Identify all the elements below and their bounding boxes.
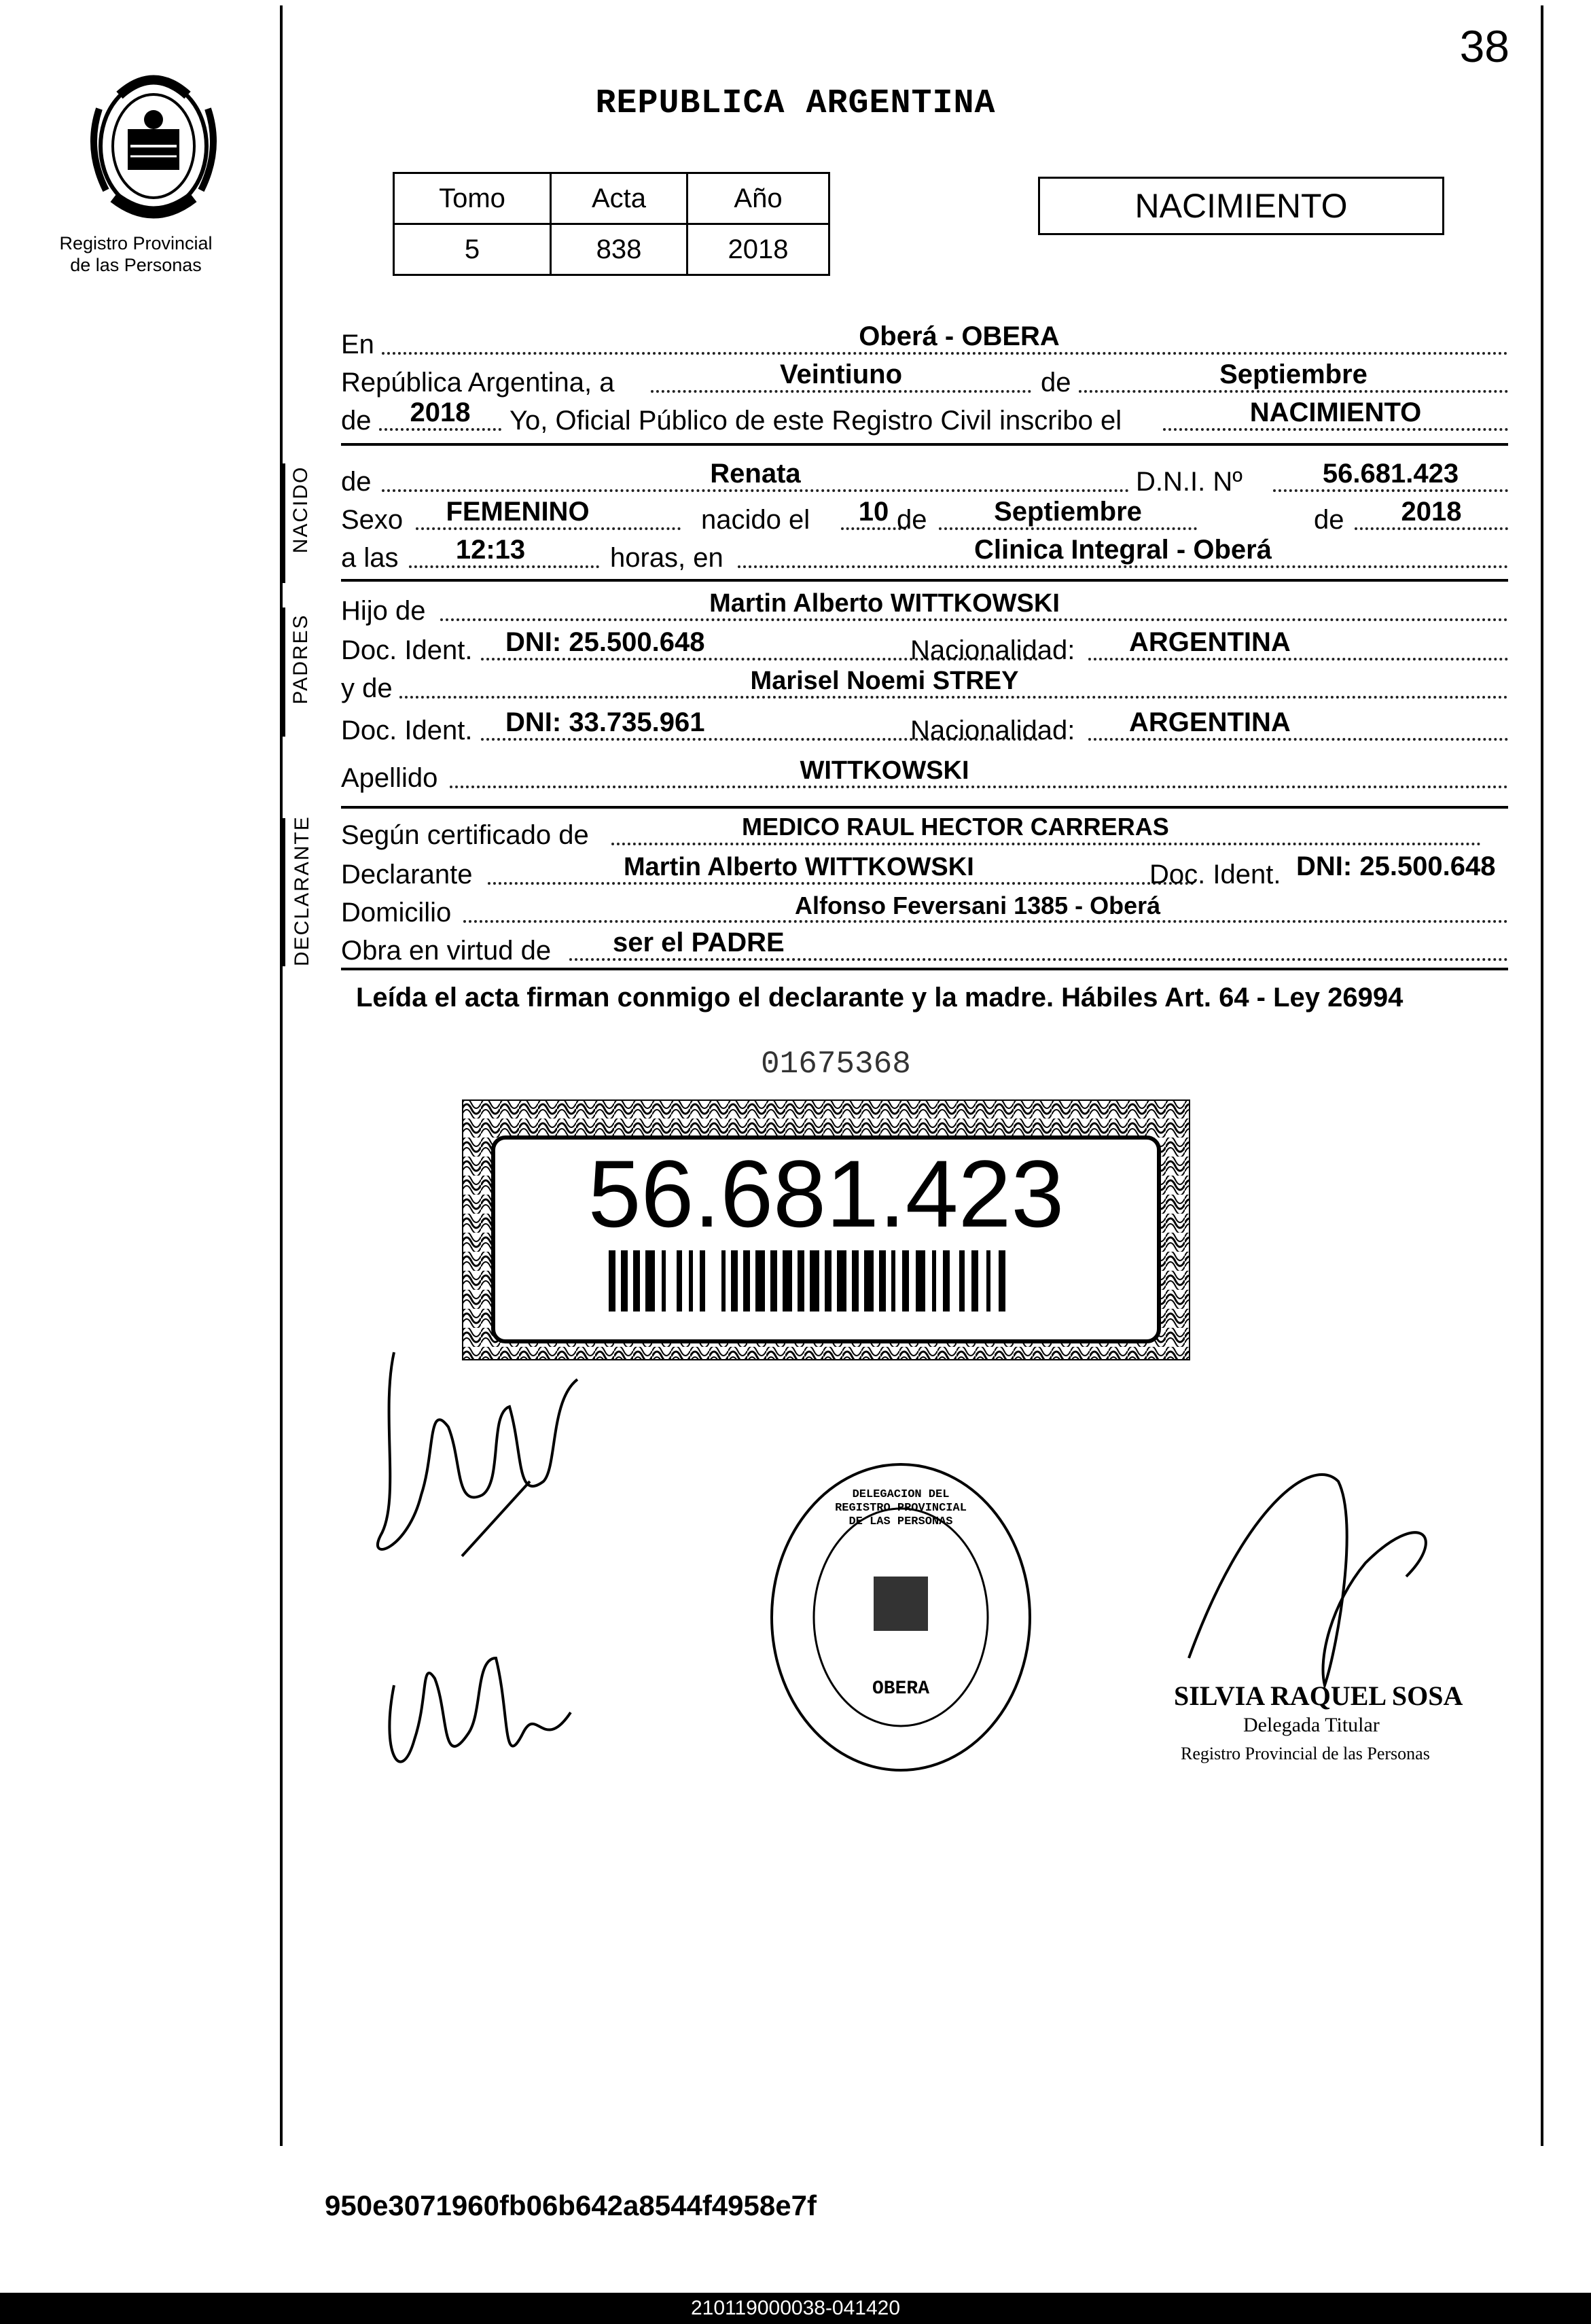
label-obra: Obra en virtud de: [341, 936, 552, 966]
row-hora: [341, 535, 1508, 575]
row-republica: [341, 360, 1508, 400]
label-doc-declarante: Doc. Ident.: [1149, 860, 1281, 890]
registry-table: [393, 172, 830, 276]
value-declarante: Martin Alberto WITTKOWSKI: [624, 853, 974, 881]
declarante-section-label: DECLARANTE: [291, 815, 313, 966]
official-signature: [1162, 1427, 1515, 1712]
value-nombre: Renata: [710, 459, 801, 489]
label-horas-en: horas, en: [610, 543, 723, 573]
official-stamp: [765, 1461, 1037, 1774]
separator-3: [341, 806, 1508, 809]
row-apellido: [341, 756, 1508, 795]
stamp-city: OBERA: [872, 1678, 929, 1700]
anio-header: Año: [687, 173, 829, 224]
value-anio-nac: 2018: [1401, 497, 1462, 527]
row-nombre: [341, 459, 1508, 499]
label-de-2: de: [341, 406, 372, 436]
left-margin-line: [280, 5, 283, 2146]
value-obra: ser el PADRE: [613, 928, 785, 957]
value-dia: Veintiuno: [780, 359, 902, 389]
label-certificado: Según certificado de: [341, 820, 589, 850]
official-signature-block: [1162, 1427, 1515, 1794]
label-a-las: a las: [341, 543, 399, 573]
value-madre: Marisel Noemi STREY: [750, 667, 1019, 695]
anio-value: 2018: [687, 224, 829, 275]
row-sexo: [341, 497, 1508, 537]
label-dni: D.N.I. Nº: [1136, 467, 1243, 497]
nacido-section-label: NACIDO: [289, 465, 312, 554]
nacido-bar: [283, 463, 285, 583]
org-line-1: Registro Provincial: [59, 233, 213, 253]
value-doc-declarante: DNI: 25.500.648: [1296, 851, 1496, 881]
value-padre-doc: DNI: 25.500.648: [505, 627, 705, 657]
tomo-value: 5: [394, 224, 551, 275]
label-hijo-de: Hijo de: [341, 596, 426, 626]
page-number: 38: [1459, 21, 1509, 71]
value-padre-nac: ARGENTINA: [1129, 627, 1291, 657]
value-tipo: NACIMIENTO: [1249, 398, 1422, 427]
row-certificado: [341, 813, 1508, 852]
label-y-de: y de: [341, 673, 393, 703]
label-doc-madre: Doc. Ident.: [341, 716, 473, 745]
value-madre-doc: DNI: 33.735.961: [505, 707, 705, 737]
value-lugar-nac: Clinica Integral - Oberá: [974, 535, 1272, 565]
official-role: Delegada Titular: [1243, 1714, 1380, 1736]
label-declarante: Declarante: [341, 860, 473, 890]
row-padre: [341, 588, 1508, 628]
row-declarante: [341, 852, 1508, 892]
label-de: de: [1041, 368, 1071, 398]
act-type-box: NACIMIENTO: [1038, 177, 1444, 235]
padres-bar: [283, 608, 285, 737]
acta-value: 838: [551, 224, 687, 275]
label-republica: República Argentina, a: [341, 368, 615, 398]
row-madre: [341, 666, 1508, 705]
value-madre-nac: ARGENTINA: [1129, 707, 1291, 737]
registry-header-row: [394, 173, 829, 224]
value-mes: Septiembre: [1219, 359, 1367, 389]
label-apellido: Apellido: [341, 763, 438, 793]
label-sexo: Sexo: [341, 505, 404, 535]
value-mes-nac: Septiembre: [994, 497, 1142, 527]
closing-statement: Leída el acta firman conmigo el declarante y la madre. Hábiles Art. 64 - Ley 26994: [356, 983, 1404, 1013]
separator-1: [341, 443, 1508, 446]
label-de-anio: de: [1314, 505, 1344, 535]
signature-declarante: [353, 1332, 639, 1577]
value-domicilio: Alfonso Feversani 1385 - Oberá: [795, 892, 1161, 919]
separator-2: [341, 579, 1508, 582]
value-certificado: MEDICO RAUL HECTOR CARRERAS: [742, 813, 1169, 841]
label-doc-padre: Doc. Ident.: [341, 635, 473, 665]
registry-value-row: [394, 224, 829, 275]
label-oficial: Yo, Oficial Público de este Registro Civil inscribo el: [510, 406, 1122, 436]
separator-4: [341, 968, 1508, 970]
value-anio: 2018: [410, 398, 471, 427]
signature-madre: [367, 1617, 598, 1794]
document-title: REPUBLICA ARGENTINA: [595, 84, 996, 123]
label-en: En: [341, 330, 374, 359]
stamp-ring-text: DELEGACION DEL REGISTRO PROVINCIAL DE LAS PERSONAS: [835, 1488, 967, 1528]
row-obra: [341, 928, 1508, 968]
label-nac-padre: Nacionalidad:: [910, 635, 1075, 665]
official-name: SILVIA RAQUEL SOSA: [1174, 1680, 1463, 1711]
label-nacido-el: nacido el: [701, 505, 810, 535]
declarante-bar: [283, 818, 285, 966]
row-domicilio: [341, 890, 1508, 930]
label-nac-madre: Nacionalidad:: [910, 716, 1075, 745]
official-org: Registro Provincial de las Personas: [1181, 1744, 1430, 1763]
label-de-mes: de: [897, 505, 927, 535]
value-sexo: FEMENINO: [446, 497, 590, 527]
tomo-header: Tomo: [394, 173, 551, 224]
dni-print-number: 56.681.423: [588, 1140, 1065, 1247]
value-apellido: WITTKOWSKI: [800, 756, 969, 785]
row-padre-doc: [341, 628, 1508, 667]
org-line-2: de las Personas: [70, 255, 202, 275]
padres-section-label: PADRES: [289, 614, 312, 705]
value-padre: Martin Alberto WITTKOWSKI: [709, 589, 1060, 618]
organization-name: [41, 232, 231, 276]
value-dni: 56.681.423: [1322, 459, 1459, 489]
control-number: 01675368: [761, 1046, 911, 1082]
label-nombre-de: de: [341, 467, 372, 497]
label-domicilio: Domicilio: [341, 898, 452, 928]
value-lugar: Oberá - OBERA: [859, 321, 1060, 351]
dni-number-print: [462, 1099, 1190, 1360]
right-margin-line: [1541, 5, 1543, 2146]
row-madre-doc: [341, 708, 1508, 747]
value-hora: 12:13: [455, 535, 526, 565]
barcode: [609, 1250, 1043, 1311]
row-anio-oficial: [341, 398, 1508, 438]
row-en: [341, 322, 1508, 362]
value-dia-nac: 10: [858, 497, 889, 527]
acta-header: Acta: [551, 173, 687, 224]
scan-id-bar: 210119000038-041420: [0, 2293, 1591, 2324]
document-hash: 950e3071960fb06b642a8544f4958e7f: [325, 2189, 817, 2221]
